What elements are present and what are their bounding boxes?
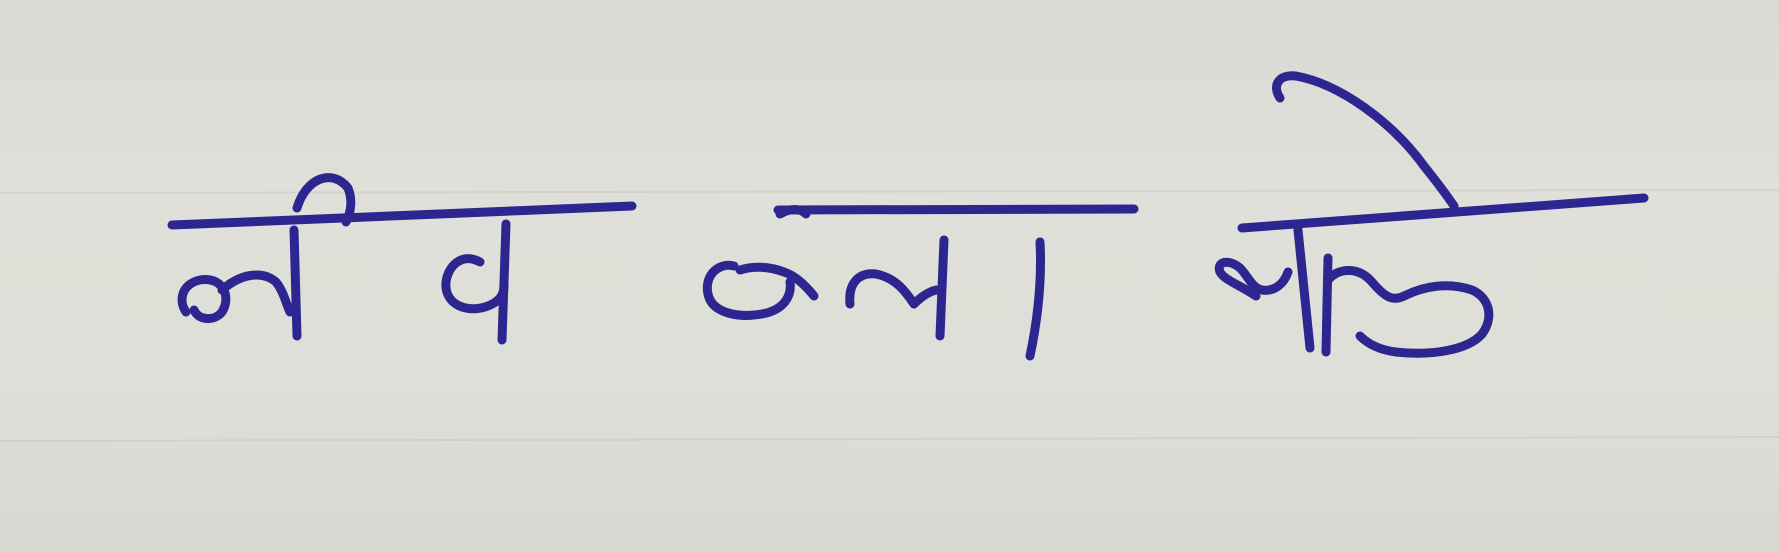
handwritten-word-3: [1219, 76, 1644, 353]
handwritten-word-2: [707, 209, 1134, 356]
handwritten-word-1: [172, 178, 632, 340]
